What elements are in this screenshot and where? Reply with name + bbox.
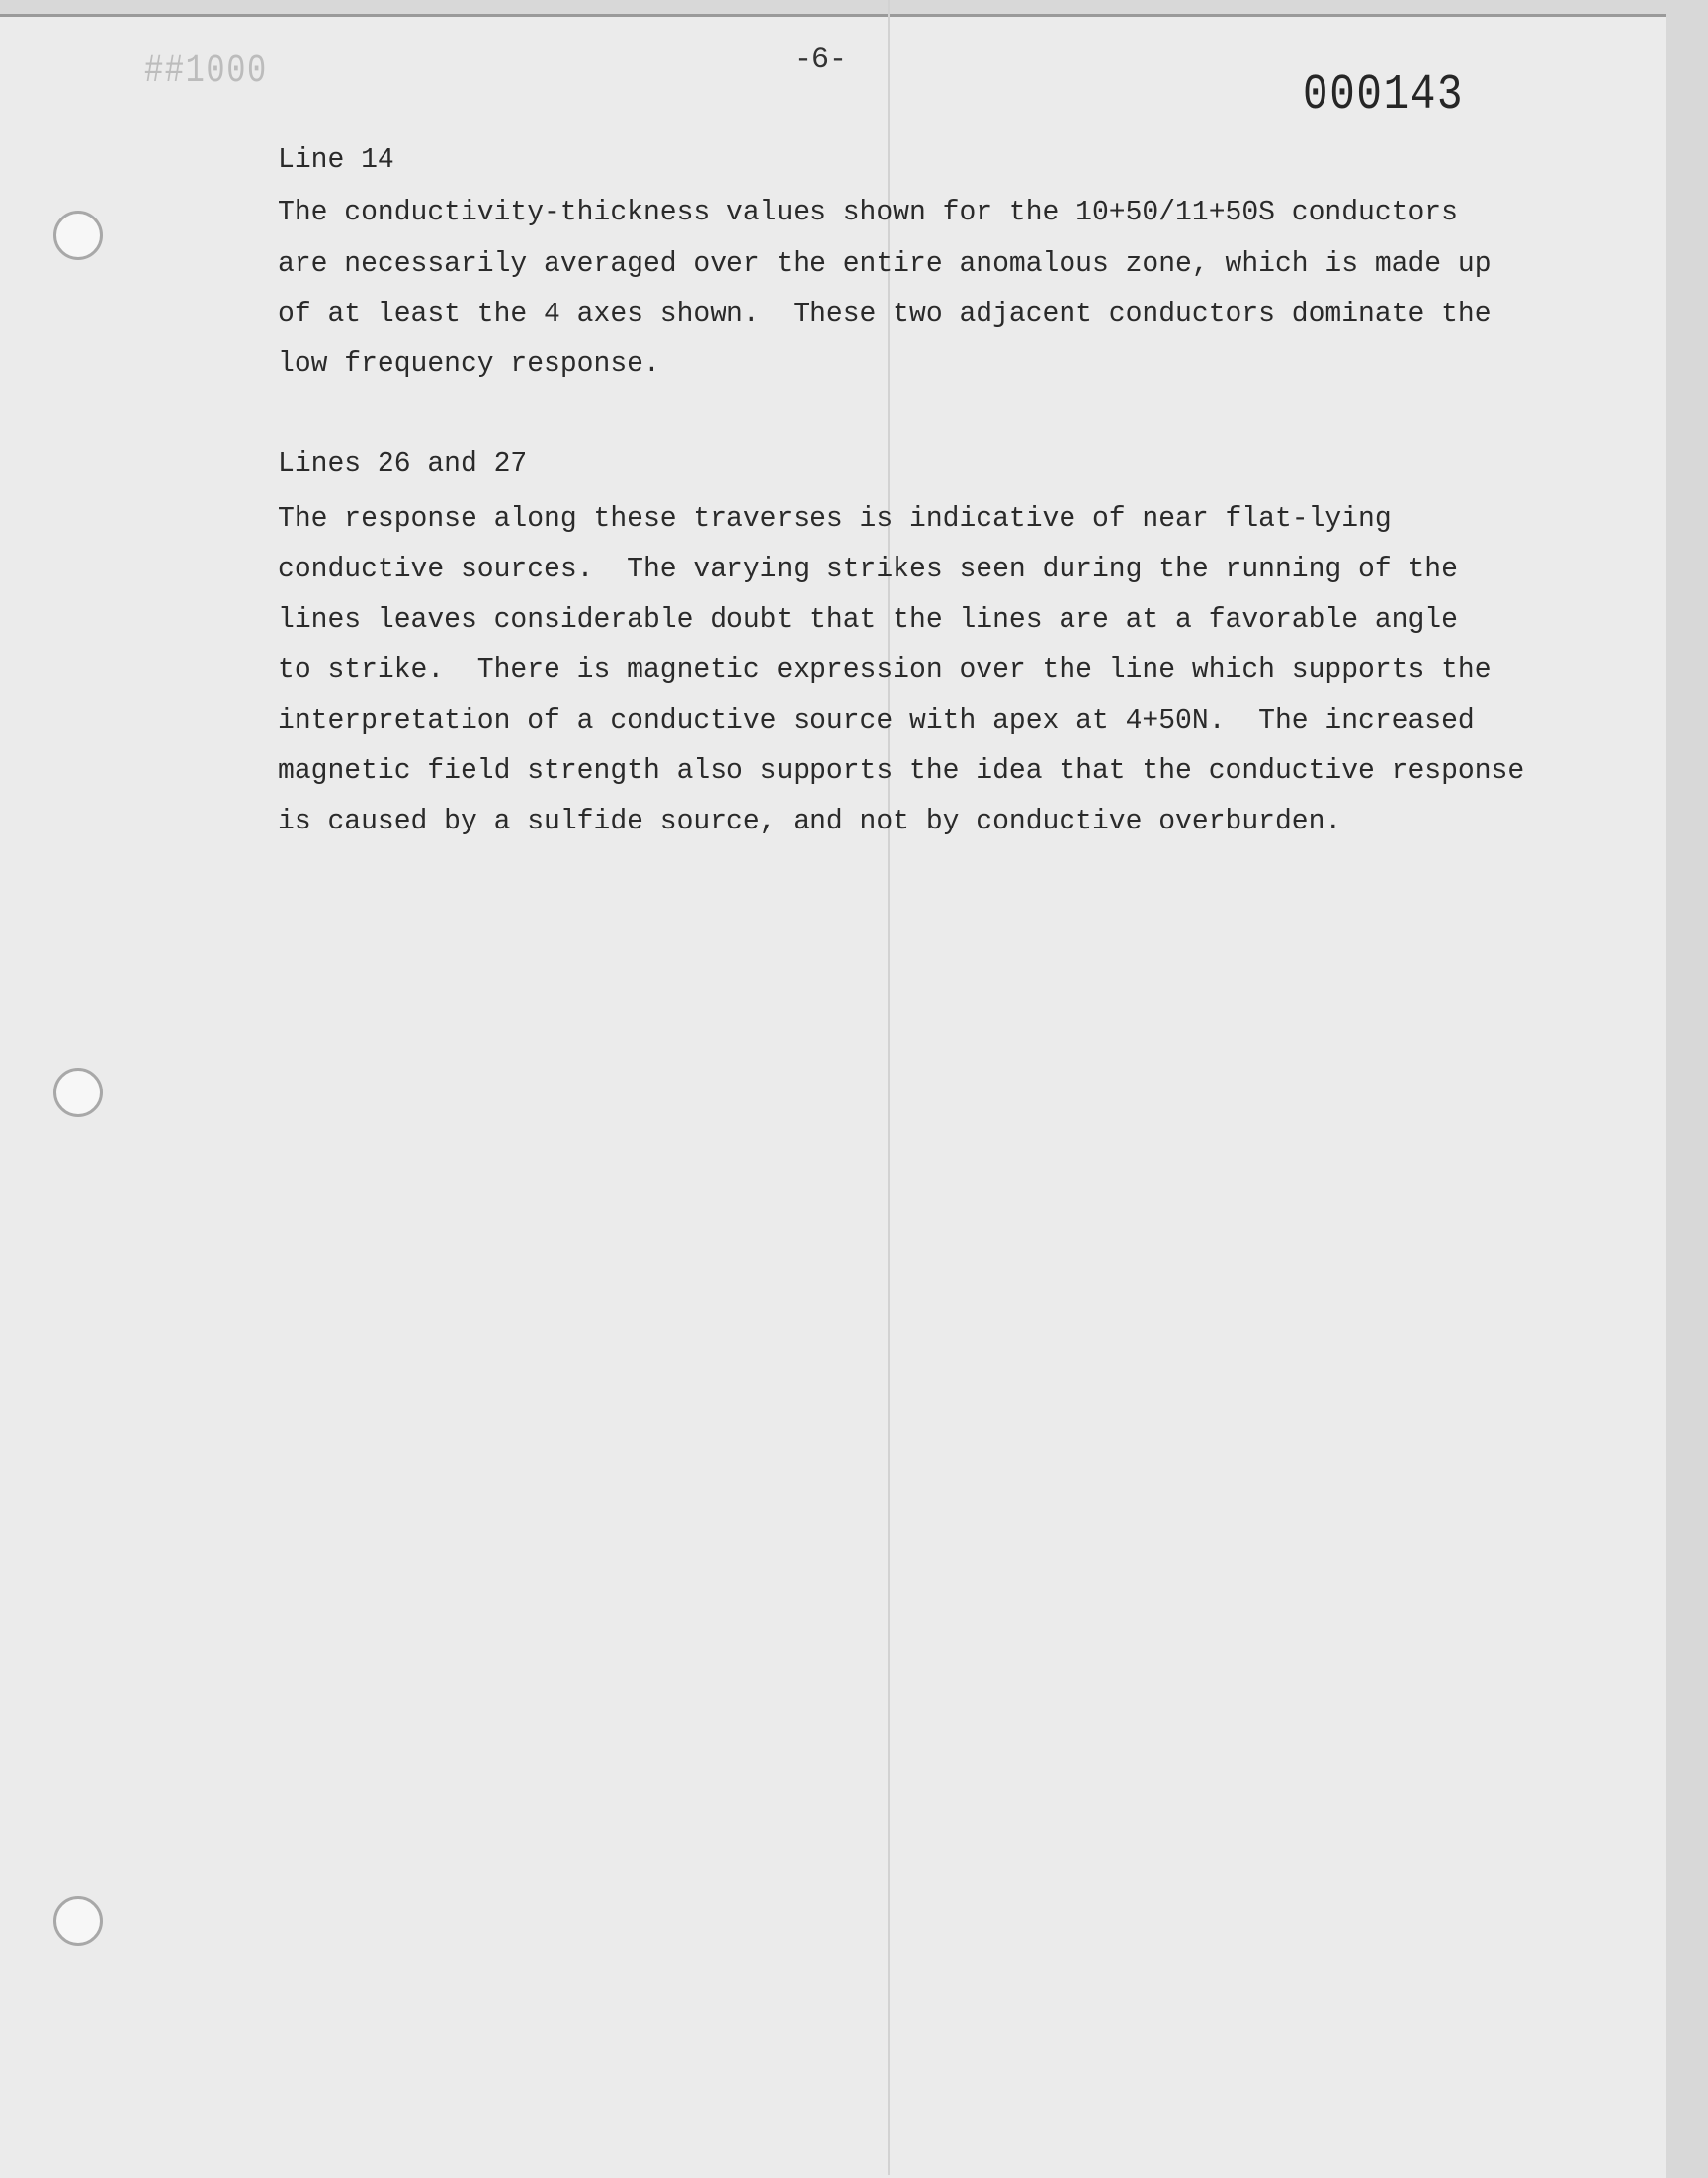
punch-hole xyxy=(53,1896,103,1946)
paragraph-line: is caused by a sulfide source, and not by conductive overburden. xyxy=(278,805,1342,837)
paragraph-line: are necessarily averaged over the entire anomalous zone, which is made up xyxy=(278,247,1492,280)
paragraph-line: The response along these traverses is indicative of near flat-lying xyxy=(278,502,1392,535)
document-page xyxy=(0,14,1666,2178)
section-heading: Lines 26 and 27 xyxy=(278,447,528,479)
paragraph-line: interpretation of a conductive source with apex at 4+50N. The increased xyxy=(278,704,1475,737)
paragraph-line: to strike. There is magnetic expression over the line which supports the xyxy=(278,653,1492,686)
paragraph-line: of at least the 4 axes shown. These two adjacent conductors dominate the xyxy=(278,298,1492,330)
document-number: 000143 xyxy=(1303,67,1465,124)
section-heading: Line 14 xyxy=(278,143,394,176)
punch-hole xyxy=(53,211,103,260)
paragraph-line: The conductivity-thickness values shown for the 10+50/11+50S conductors xyxy=(278,196,1458,228)
paragraph-line: lines leaves considerable doubt that the lines are at a favorable angle xyxy=(278,603,1458,636)
paragraph-line: conductive sources. The varying strikes seen during the running of the xyxy=(278,553,1458,585)
punch-hole xyxy=(53,1068,103,1117)
faint-stamp: ##1000 xyxy=(144,49,268,94)
paragraph-line: low frequency response. xyxy=(278,347,660,380)
page-number: -6- xyxy=(794,44,848,77)
paragraph-line: magnetic field strength also supports the idea that the conductive response xyxy=(278,754,1525,787)
